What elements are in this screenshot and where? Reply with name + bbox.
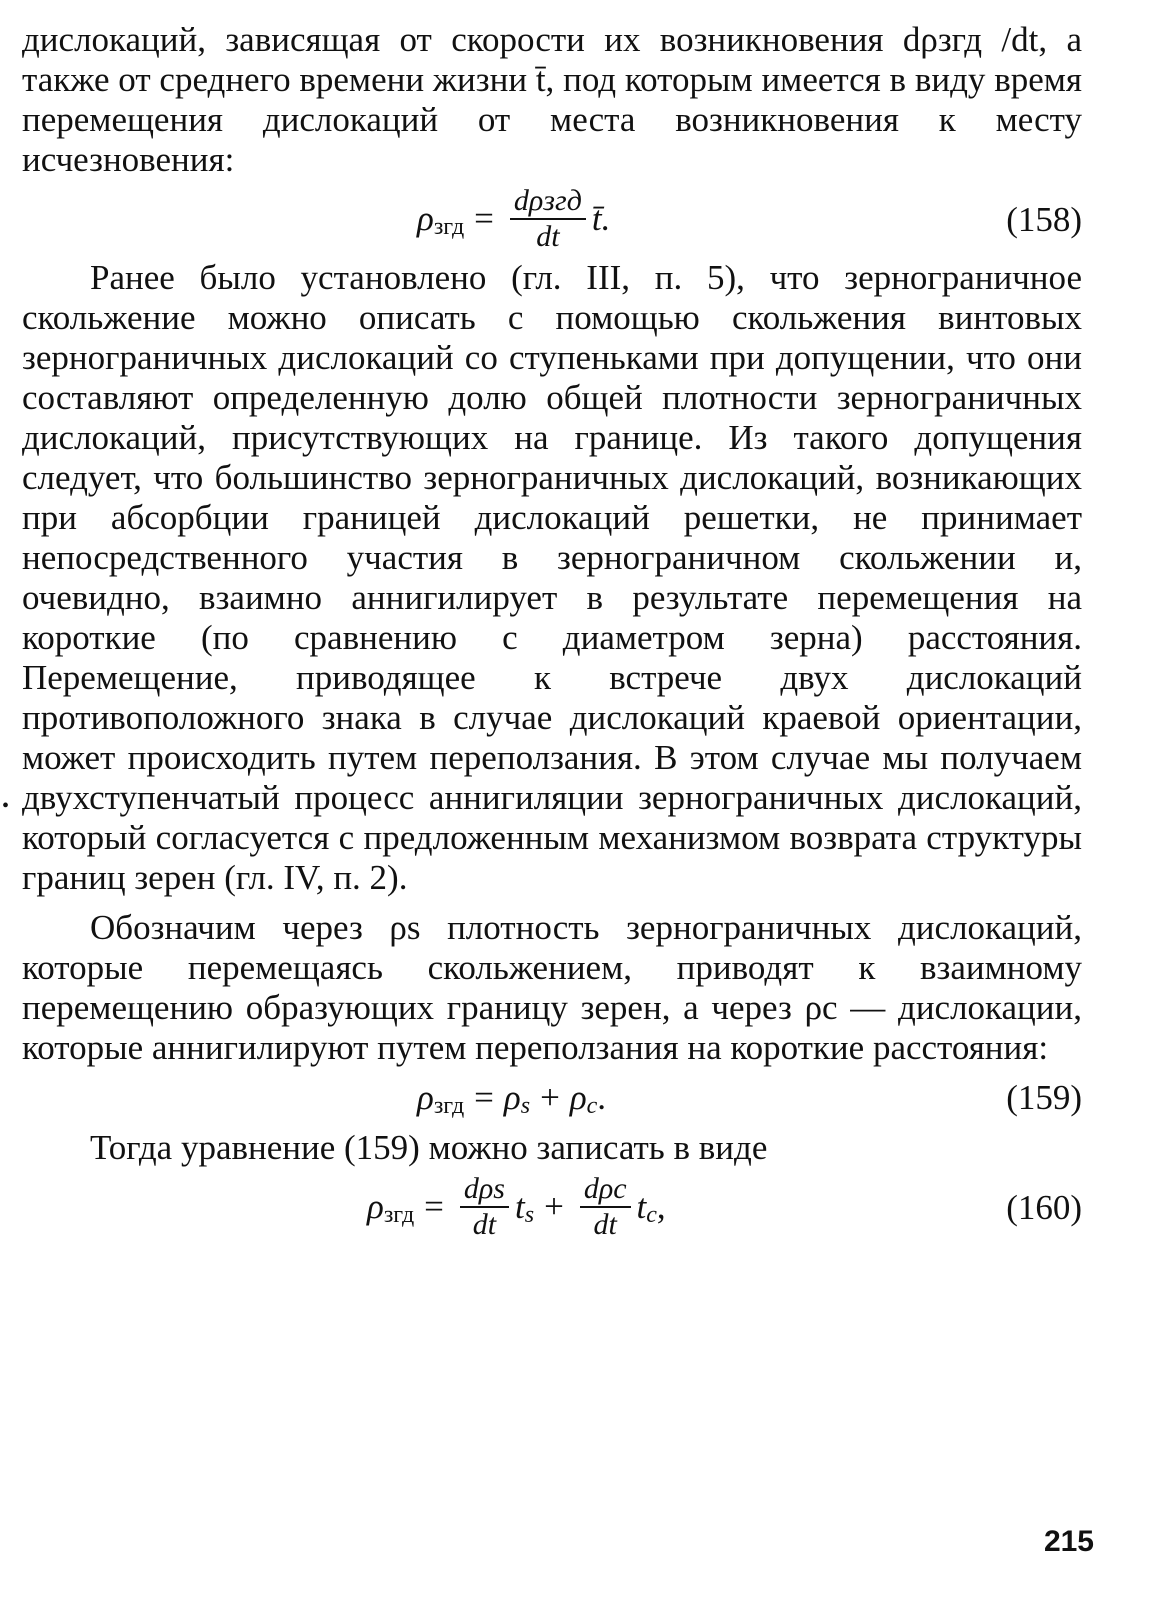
eq159-equals: =: [474, 1078, 494, 1117]
eq159-term2: ρ: [569, 1078, 587, 1117]
equation-158-body: [417, 180, 610, 258]
eq158-denominator: dt: [536, 220, 560, 253]
eq160-f1-numerator: dρs: [460, 1172, 509, 1208]
paragraph-1: дислокаций, зависящая от скорости их возникновения dρзгд /dt, а также от среднего времени жизни t̄, под которым имеется в виду время перемещения дислокаций от места возникновения к месту исчезновения:: [22, 20, 1082, 179]
equation-160-body: [367, 1168, 666, 1246]
eq158-fraction: [510, 184, 586, 254]
eq158-lhs-sub: згд: [433, 214, 465, 240]
eq160-equals: =: [424, 1187, 444, 1226]
eq160-lhs: ρ: [367, 1187, 384, 1226]
margin-mark: •: [2, 795, 10, 817]
eq158-lhs: ρ: [417, 199, 434, 238]
eq159-lhs-sub: згд: [433, 1093, 465, 1119]
eq160-lhs-sub: згд: [383, 1202, 415, 1228]
eq159-term1: ρ: [503, 1078, 521, 1117]
eq160-f1-tail-sub: s: [524, 1202, 535, 1228]
eq158-numerator: dρзгд: [510, 184, 586, 220]
equation-159-body: [417, 1068, 606, 1128]
eq160-f2-tail: t: [636, 1187, 647, 1226]
book-page: [22, 20, 1082, 1246]
eq160-f1-tail: t: [514, 1187, 525, 1226]
eq158-equals: =: [474, 199, 494, 238]
equation-159-number: (159): [1006, 1078, 1082, 1117]
page-number: 215: [1043, 1525, 1094, 1558]
eq160-plus: +: [544, 1187, 564, 1226]
eq158-tail: t̄.: [591, 199, 611, 238]
eq160-fraction-1: [460, 1172, 509, 1242]
paragraph-2: Ранее было установлено (гл. III, п. 5), что зернограничное скольжение можно описать с помощью скольжения винтовых зернограничных дислокаций со ступеньками при допущении, что они составляют определенную долю общей плотности зернограничных дислокаций, присутствующих на границе. Из такого допущения следует, что большинство зернограничных дислокаций, возникающих при абсорбции границей дислокаций решетки, не принимает непосредственного участия в зернограничном скольжении и, очевидно, взаимно аннигилирует в результате перемещения на короткие (по сравнению с диаметром зерна) расстояния. Перемещение, приводящее к встрече двух дислокаций противоположного знака в случае дислокаций краевой ориентации, может происходить путем переползания. В этом случае мы получаем двухступенчатый процесс аннигиляции зернограничных дислокаций, который согласуется с предложенным механизмом возврата структуры границ зерен (гл. IV, п. 2).: [22, 258, 1082, 897]
equation-158-number: (158): [1006, 200, 1082, 239]
eq160-f1-denominator: dt: [472, 1208, 497, 1241]
eq160-tail: ,: [656, 1187, 666, 1226]
equation-158: [22, 180, 1082, 258]
eq160-f2-tail-sub: c: [646, 1202, 657, 1228]
paragraph-4: Тогда уравнение (159) можно записать в виде: [90, 1128, 768, 1167]
eq159-lhs: ρ: [417, 1078, 434, 1117]
equation-160-number: (160): [1006, 1188, 1082, 1227]
eq159-term2-sub: c: [586, 1093, 598, 1119]
equation-159: [22, 1068, 1082, 1128]
eq159-term1-sub: s: [520, 1093, 531, 1119]
paragraph-3: Обозначим через ρs плотность зернограничных дислокаций, которые перемещаясь скольжением, приводят к взаимному перемещению образующих границу зерен, а через ρc — дислокации, которые аннигилируют путем переползания на короткие расстояния:: [22, 908, 1082, 1067]
eq159-tail: .: [597, 1078, 607, 1117]
equation-160: [22, 1168, 1082, 1246]
eq160-fraction-2: [580, 1172, 631, 1242]
eq160-f2-numerator: dρc: [580, 1172, 631, 1208]
eq159-plus: +: [540, 1078, 560, 1117]
eq160-f2-denominator: dt: [593, 1208, 617, 1241]
